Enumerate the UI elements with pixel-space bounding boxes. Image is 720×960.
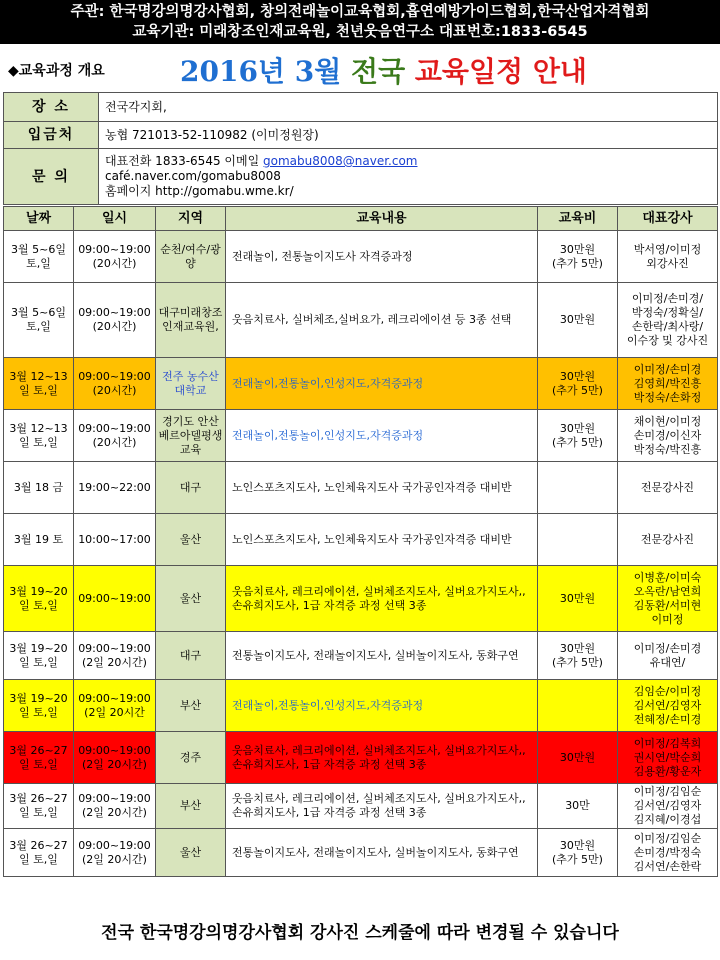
cell-fee xyxy=(538,462,618,514)
cell-content: 웃음치료사, 레크리에이션, 실버체조지도사, 실버요가지도사,, 손유희지도사, 1급 자격증 과정 선택 3종 xyxy=(226,566,538,632)
table-row xyxy=(4,231,718,283)
cell-region: 울산 xyxy=(156,514,226,566)
cell-date: 3월 26~27 일 토,일 xyxy=(4,732,74,784)
cell-fee: 30만원 xyxy=(538,283,618,358)
cell-content: 전래놀이,전통놀이,인성지도,자격증과정 xyxy=(226,358,538,410)
cell-fee: 30만원 (추가 5만) xyxy=(538,410,618,462)
cell-time: 09:00~19:00 (2일 20시간) xyxy=(74,632,156,680)
info-row-place xyxy=(4,93,718,122)
cell-content: 웃음치료사, 레크리에이션, 실버체조지도사, 실버요가지도사,, 손유희지도사, 1급 자격증 과정 선택 3종 xyxy=(226,732,538,784)
header-date: 날짜 xyxy=(4,207,74,231)
cell-fee: 30만원 (추가 5만) xyxy=(538,829,618,877)
schedule-header-row xyxy=(4,207,718,231)
table-row xyxy=(4,632,718,680)
cafe-url[interactable]: café.naver.com/gomabu8008 xyxy=(105,169,281,183)
cell-content: 전통놀이지도사, 전래놀이지도사, 실버놀이지도사, 동화구연 xyxy=(226,829,538,877)
cell-fee: 30만원 (추가 5만) xyxy=(538,632,618,680)
cell-fee xyxy=(538,514,618,566)
cell-fee xyxy=(538,680,618,732)
table-row xyxy=(4,829,718,877)
cell-time: 19:00~22:00 xyxy=(74,462,156,514)
cell-time: 09:00~19:00 (2일 20시간) xyxy=(74,829,156,877)
homepage-url[interactable]: 홈페이지 http://gomabu.wme.kr/ xyxy=(105,184,294,198)
place-label: 장 소 xyxy=(4,93,99,122)
account-value: 농협 721013-52-110982 (이미정원장) xyxy=(99,122,718,149)
cell-date: 3월 19~20 일 토,일 xyxy=(4,680,74,732)
cell-content: 웃음치료사, 실버체조,실버요가, 레크리에이션 등 3종 선택 xyxy=(226,283,538,358)
cell-instructor: 이미정/손미경 김영희/박진흥 박정숙/손화정 xyxy=(618,358,718,410)
cell-fee: 30만원 xyxy=(538,732,618,784)
header-instructor: 대표강사 xyxy=(618,207,718,231)
institution-line: 교육기관: 미래창조인재교육원, 천년웃음연구소 대표번호:1833-6545 xyxy=(132,24,588,40)
cell-date: 3월 12~13 일 토,일 xyxy=(4,410,74,462)
table-row xyxy=(4,462,718,514)
table-row xyxy=(4,784,718,829)
info-row-inquiry xyxy=(4,149,718,205)
table-row xyxy=(4,680,718,732)
table-row xyxy=(4,283,718,358)
cell-region: 부산 xyxy=(156,680,226,732)
inquiry-value xyxy=(99,149,718,205)
cell-region: 전주 농수산대학교 xyxy=(156,358,226,410)
cell-region: 경기도 안산 베르아델평생교육 xyxy=(156,410,226,462)
header-region: 지역 xyxy=(156,207,226,231)
cell-region: 대구미래창조인재교육원, xyxy=(156,283,226,358)
organizer-line: 주관: 한국명강의명강사협회, 창의전래놀이교육협회,흡연예방가이드협회,한국산업자격협회 xyxy=(70,4,650,20)
info-row-account xyxy=(4,122,718,149)
title-nationwide: 전국 xyxy=(351,55,415,88)
cell-time: 09:00~19:00 (2일 20시간) xyxy=(74,784,156,829)
table-row xyxy=(4,732,718,784)
cell-region: 대구 xyxy=(156,462,226,514)
cell-instructor: 이미정/손미경/ 박정숙/정확실/ 손한락/최사랑/ 이수장 및 강사진 xyxy=(618,283,718,358)
cell-time: 09:00~19:00 xyxy=(74,566,156,632)
cell-region: 대구 xyxy=(156,632,226,680)
cell-time: 09:00~19:00 (20시간) xyxy=(74,410,156,462)
table-row xyxy=(4,514,718,566)
cell-time: 09:00~19:00 (20시간) xyxy=(74,231,156,283)
cell-instructor: 채이현/이미정 손미경/이신자 박정숙/박진흥 xyxy=(618,410,718,462)
cell-instructor: 김임순/이미정 김서연/김영자 전혜정/손미경 xyxy=(618,680,718,732)
cell-instructor: 이미정/김임순 김서연/김영자 김지혜/이경섭 xyxy=(618,784,718,829)
cell-region: 경주 xyxy=(156,732,226,784)
table-row xyxy=(4,410,718,462)
cell-date: 3월 26~27 일 토,일 xyxy=(4,829,74,877)
inquiry-label: 문 의 xyxy=(4,149,99,205)
cell-fee: 30만원 (추가 5만) xyxy=(538,358,618,410)
header-fee: 교육비 xyxy=(538,207,618,231)
title-schedule: 교육일정 안내 xyxy=(414,55,587,88)
footer-note: 전국 한국명강의명강사협회 강사진 스케줄에 따라 변경될 수 있습니다 xyxy=(101,923,619,943)
cell-date: 3월 5~6일 토,일 xyxy=(4,283,74,358)
account-label: 입금처 xyxy=(4,122,99,149)
cell-instructor: 이병훈/이미숙 오옥란/남연희 김동환/서미현 이미정 xyxy=(618,566,718,632)
cell-fee: 30만원 (추가 5만) xyxy=(538,231,618,283)
place-value: 전국각지회, xyxy=(99,93,718,122)
cell-time: 09:00~19:00 (20시간) xyxy=(74,283,156,358)
cell-region: 순천/여수/광양 xyxy=(156,231,226,283)
cell-date: 3월 26~27 일 토,일 xyxy=(4,784,74,829)
schedule-table xyxy=(3,206,718,877)
cell-date: 3월 19 토 xyxy=(4,514,74,566)
cell-content: 전래놀이, 전통놀이지도사 자격증과정 xyxy=(226,231,538,283)
cell-instructor: 이미정/김복희 권시연/박순희 김용환/황운자 xyxy=(618,732,718,784)
cell-instructor: 이미정/김임순 손미경/박정숙 김서연/손한락 xyxy=(618,829,718,877)
header-content: 교육내용 xyxy=(226,207,538,231)
cell-date: 3월 18 금 xyxy=(4,462,74,514)
cell-content: 전래놀이,전통놀이,인성지도,자격증과정 xyxy=(226,680,538,732)
cell-date: 3월 19~20 일 토,일 xyxy=(4,566,74,632)
cell-time: 09:00~19:00 (20시간) xyxy=(74,358,156,410)
phone-text: 대표전화 1833-6545 이메일 xyxy=(105,154,263,168)
email-link[interactable]: gomabu8008@naver.com xyxy=(263,154,418,168)
table-row xyxy=(4,358,718,410)
cell-time: 10:00~17:00 xyxy=(74,514,156,566)
cell-time: 09:00~19:00 (2일 20시간 xyxy=(74,680,156,732)
overview-label: ◆교육과정 개요 xyxy=(8,63,105,79)
header-time: 일시 xyxy=(74,207,156,231)
header-bar xyxy=(0,0,720,44)
page-title xyxy=(180,50,587,90)
cell-fee: 30만 xyxy=(538,784,618,829)
cell-date: 3월 5~6일 토,일 xyxy=(4,231,74,283)
cell-instructor: 전문강사진 xyxy=(618,462,718,514)
cell-content: 전래놀이,전통놀이,인성지도,자격증과정 xyxy=(226,410,538,462)
cell-fee: 30만원 xyxy=(538,566,618,632)
cell-content: 노인스포츠지도사, 노인체육지도사 국가공인자격증 대비반 xyxy=(226,462,538,514)
cell-date: 3월 19~20 일 토,일 xyxy=(4,632,74,680)
cell-date: 3월 12~13 일 토,일 xyxy=(4,358,74,410)
cell-region: 울산 xyxy=(156,829,226,877)
cell-content: 전통놀이지도사, 전래놀이지도사, 실버놀이지도사, 동화구연 xyxy=(226,632,538,680)
cell-instructor: 전문강사진 xyxy=(618,514,718,566)
cell-instructor: 박서영/이미정 외강사진 xyxy=(618,231,718,283)
cell-instructor: 이미정/손미경 유대연/ xyxy=(618,632,718,680)
cell-time: 09:00~19:00 (2일 20시간) xyxy=(74,732,156,784)
cell-region: 울산 xyxy=(156,566,226,632)
table-row xyxy=(4,566,718,632)
info-table xyxy=(3,92,718,205)
cell-region: 부산 xyxy=(156,784,226,829)
title-date: 2016년 3월 xyxy=(180,55,352,88)
cell-content: 웃음치료사, 레크리에이션, 실버체조지도사, 실버요가지도사,, 손유희지도사, 1급 자격증 과정 선택 3종 xyxy=(226,784,538,829)
cell-content: 노인스포츠지도사, 노인체육지도사 국가공인자격증 대비반 xyxy=(226,514,538,566)
